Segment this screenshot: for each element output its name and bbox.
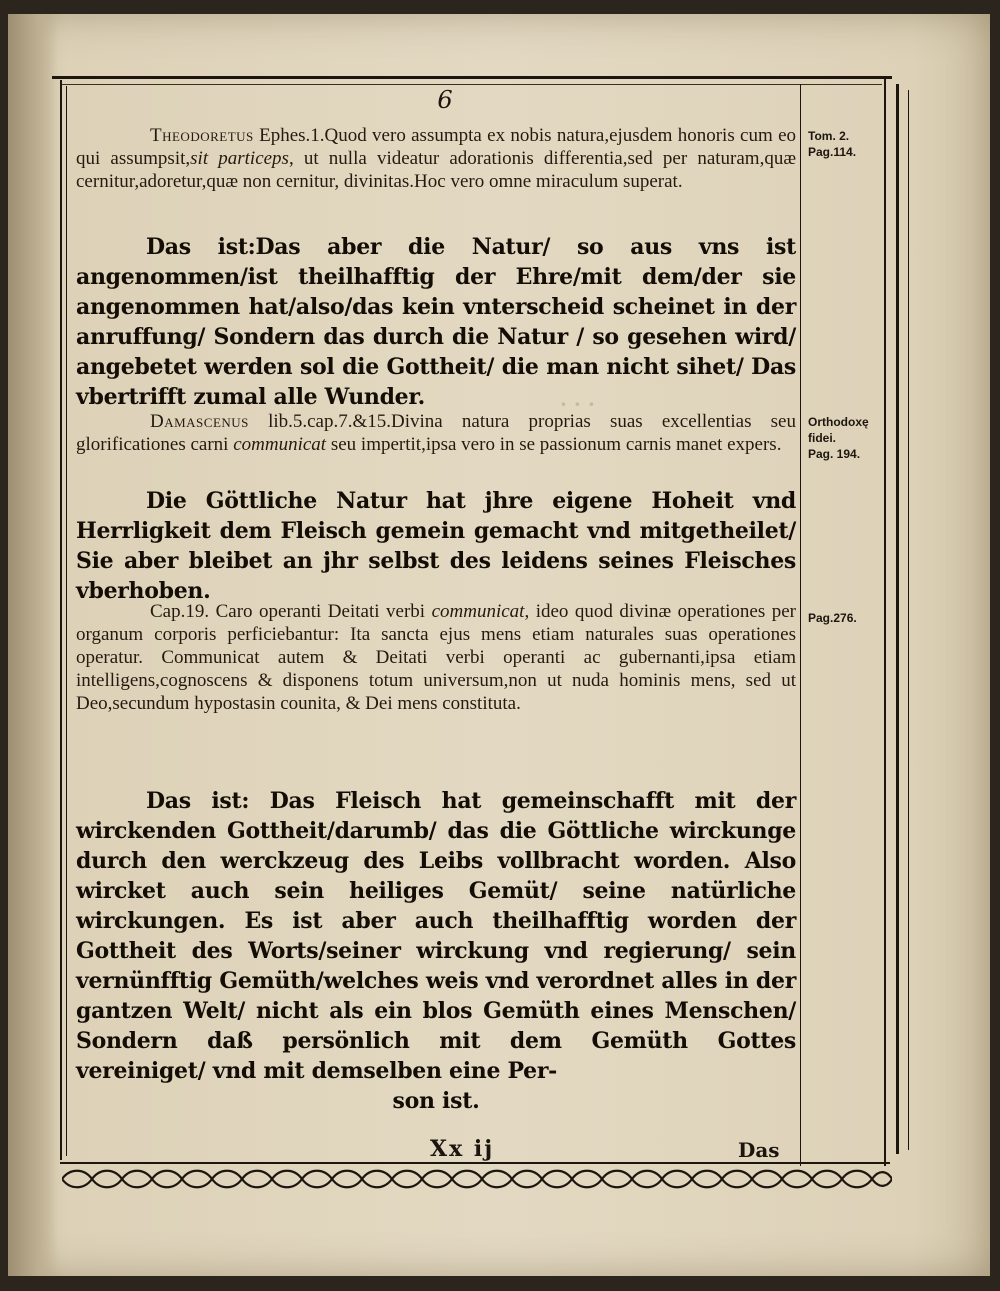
passage-cap19-latin <box>76 600 796 715</box>
latin-text: Ephes.1.Quod vero assumpta ex nobis natura,ejusdem honoris cum eo qui assumpsit, <box>76 125 796 169</box>
margin-note-line: fidei. <box>808 431 837 445</box>
german-text-last-line: son ist. <box>392 1088 480 1114</box>
frame-rule-top <box>52 76 892 79</box>
margin-note-line: Tom. 2. <box>808 129 850 143</box>
margin-rule <box>800 84 801 1166</box>
latin-text: , ideo quod divinæ operationes per organum corporis perficiebantur: Ita sancta ejus mens etiam naturales suas operationes operatur. Communicat autem & Deitati verbi operanti ac gubernanti,ipsa etiam intelligens,cognoscens & disponens totum universum,non ut nuda hominis mens, sed ut Deo,secundum hypostasin counita, & Dei mens constituta. <box>76 601 796 714</box>
passage-damascenus-latin <box>76 410 796 456</box>
passage-theodoretus-latin <box>76 124 796 193</box>
latin-italic: sit particeps <box>190 148 289 169</box>
margin-note-line: Orthodoxę <box>808 415 869 429</box>
author-damascenus: Damascenus <box>150 411 249 432</box>
frame-rule-right-outer <box>896 84 899 1154</box>
latin-text: Cap.19. Caro operanti Deitati verbi <box>150 601 432 622</box>
latin-italic: communicat <box>431 601 525 622</box>
frame-rule-left <box>60 80 62 1160</box>
margin-note-line: Pag.276. <box>808 611 857 625</box>
passage-theodoretus-german <box>76 232 796 412</box>
german-text: Das ist:Das aber die Natur/ so aus vns ist angenommen/ist theilhafftig der Ehre/mit dem/der sie angenommen hat/also/das kein vnterscheid scheinet in der anruffung/ Sondern das durch die Natur / so gesehen wird/ angebetet werden sol die Gottheit/ die man nicht sihet/ Das vbertrifft zumal alle Wunder. <box>76 234 796 410</box>
margin-note-tom2 <box>808 128 882 160</box>
margin-note-line: Pag. 194. <box>808 447 861 461</box>
latin-text: seu impertit,ipsa vero in se passionum carnis manet expers. <box>326 434 782 455</box>
page-gutter <box>8 14 58 1276</box>
author-theodoretus: Theodoretus <box>150 125 254 146</box>
catchword: Das <box>738 1138 780 1162</box>
frame-rule-left-inner <box>66 86 67 1156</box>
ornament-border-icon <box>62 1166 892 1192</box>
passage-damascenus-german <box>76 486 796 606</box>
margin-note-line: Pag.114. <box>808 145 857 159</box>
frame-rule-right <box>884 78 886 1166</box>
bleed-through: · · · <box>560 392 595 416</box>
german-text: Das ist: Das Fleisch hat gemeinschafft mit der wirckenden Gottheit/darumb/ das die Göttliche wirckunge durch den werckzeug des Leibs vollbracht worden. Also wircket auch sein heiliges Gemüt/ seine natürliche wirckungen. Es ist aber auch theilhafftig worden der Gottheit des Worts/seiner wirckung vnd regierung/ sein vernünfftig Gemüth/welches weis vnd verordnet alles in der gantzen Welt/ nicht als ein blos Gemüth eines Menschen/ Sondern daß persönlich mit dem Gemüth Gottes vereiniget/ vnd mit demselben eine Per- <box>76 788 796 1084</box>
page-number: 6 <box>437 86 453 114</box>
frame-rule-bottom <box>60 1162 890 1164</box>
passage-cap19-german <box>76 786 796 1116</box>
german-text: Die Göttliche Natur hat jhre eigene Hoheit vnd Herrligkeit dem Fleisch gemein gemacht vnd mitgetheilet/ Sie aber bleibet an jhr selbst des leidens seines Fleisches vberhoben. <box>76 488 796 604</box>
frame-rule-right-thin <box>908 90 909 1150</box>
margin-note-pag276 <box>808 610 882 626</box>
latin-text: , ut nulla videatur adorationis differentia,sed per naturam,quæ cernitur,adoretur,quæ non cernitur, divinitas.Hoc vero omne miraculum superat. <box>76 148 797 192</box>
latin-italic: communicat <box>233 434 327 455</box>
printer-signature: Xx ij <box>430 1136 495 1162</box>
frame-rule-top-inner <box>62 84 882 85</box>
latin-text: lib.5.cap.7.&15.Divina natura proprias suas excellentias seu glorificationes carni <box>76 411 796 455</box>
margin-note-orthodoxae <box>808 414 882 462</box>
